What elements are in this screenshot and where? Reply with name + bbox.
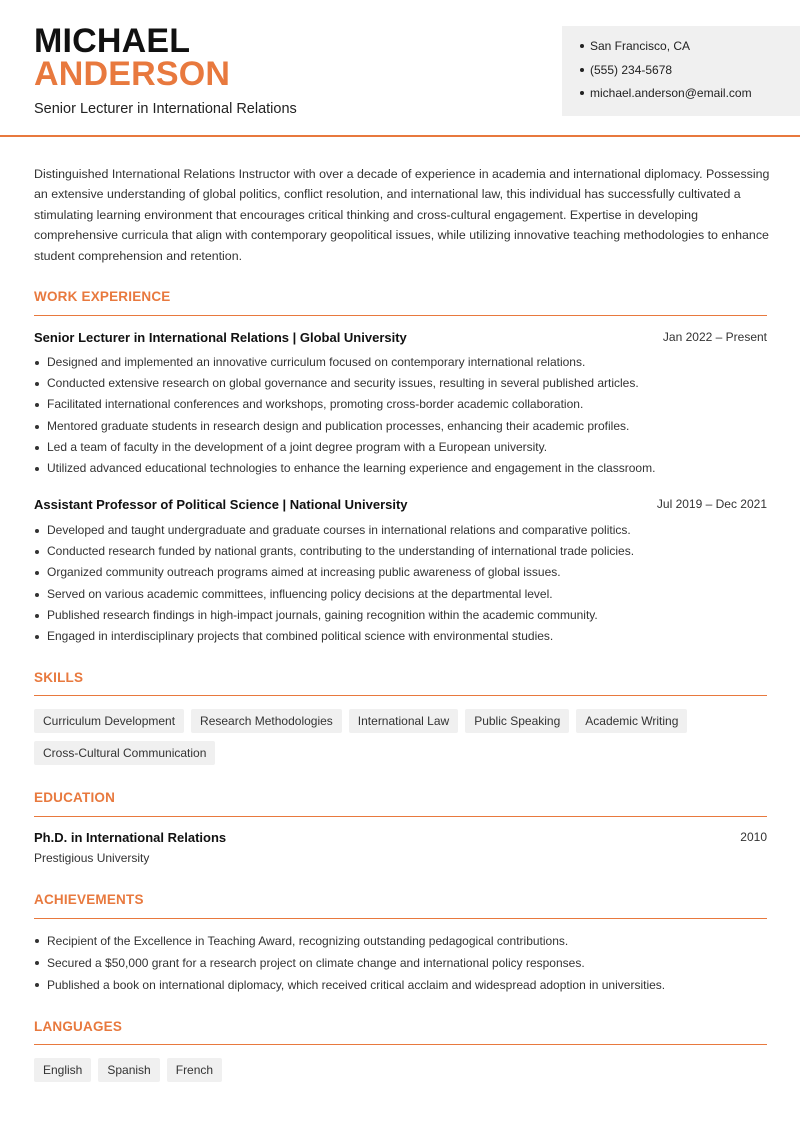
first-name: MICHAEL [34,22,191,60]
list-item: Recipient of the Excellence in Teaching Award, recognizing outstanding pedagogical contributions. [34,930,774,952]
list-item: Developed and taught undergraduate and graduate courses in international relations and comparative politics. [34,520,774,541]
section-divider [34,816,767,817]
school-name: Prestigious University [34,851,150,865]
list-item: Mentored graduate students in research design and publication processes, enhancing their academic profiles. [34,416,774,437]
contact-phone: (555) 234-5678 [580,62,800,86]
skill-tag: Public Speaking [465,709,569,733]
language-tag: Spanish [98,1058,159,1082]
job-role: Assistant Professor of Political Science | National University [34,497,408,512]
job-header [34,330,767,348]
achievements-list [34,930,774,996]
contact-email: michael.anderson@email.com [580,85,800,109]
list-item: Organized community outreach programs aimed at increasing public awareness of global issues. [34,562,774,583]
contact-box [562,26,800,116]
list-item: Served on various academic committees, influencing policy decisions at the departmental level. [34,584,774,605]
job-dates: Jul 2019 – Dec 2021 [656,497,767,511]
skill-tag: Academic Writing [576,709,687,733]
list-item: Facilitated international conferences and workshops, promoting cross-border academic collaboration. [34,394,774,415]
professional-summary: Distinguished International Relations Instructor with over a decade of experience in academia and international diplomacy. Possessing an extensive understanding of global politics, conflict resolution, and international law, this individual has successfully cultivated a stimulating learning environment that encourages critical thinking and cross-cultural engagement. Expertise in developing comprehensive curricula that align with contemporary geopolitical issues, while utilizing innovative teaching methodologies to enhance student comprehension and retention. [34,167,770,263]
job-title: Senior Lecturer in International Relations [34,101,297,117]
list-item: Conducted extensive research on global governance and security issues, resulting in several published articles. [34,373,774,394]
language-tag: French [167,1058,222,1082]
languages-list [34,1058,774,1082]
section-title-skills: SKILLS [34,670,84,685]
last-name: ANDERSON [34,55,231,93]
section-divider [34,695,767,696]
resume-header [0,0,800,137]
job-header [34,497,767,515]
list-item: Led a team of faculty in the development of a joint degree program with a European university. [34,437,774,458]
section-title-achievements: ACHIEVEMENTS [34,892,144,907]
list-item: Engaged in interdisciplinary projects that combined political science with environmental studies. [34,626,774,647]
list-item: Utilized advanced educational technologies to enhance the learning experience and engagement in the classroom. [34,458,774,479]
skill-tag: Research Methodologies [191,709,342,733]
skill-tag: Cross-Cultural Communication [34,741,215,765]
job-bullets [34,352,774,479]
list-item: Secured a $50,000 grant for a research project on climate change and international policy responses. [34,952,774,974]
section-title-work: WORK EXPERIENCE [34,289,171,304]
language-tag: English [34,1058,91,1082]
job-bullets [34,520,774,647]
list-item: Published a book on international diplomacy, which received critical acclaim and widespread adoption in universities. [34,974,774,996]
list-item: Designed and implemented an innovative curriculum focused on contemporary international relations. [34,352,774,373]
contact-location: San Francisco, CA [580,38,800,62]
job-dates: Jan 2022 – Present [662,330,767,344]
skills-list [34,709,774,765]
list-item: Published research findings in high-impact journals, gaining recognition within the academic community. [34,605,774,626]
section-divider [34,918,767,919]
section-divider [34,1044,767,1045]
skill-tag: International Law [349,709,458,733]
section-title-languages: LANGUAGES [34,1019,123,1034]
education-header [34,830,767,848]
degree: Ph.D. in International Relations [34,830,227,845]
job-role: Senior Lecturer in International Relations | Global University [34,330,407,345]
section-title-education: EDUCATION [34,790,116,805]
section-divider [34,315,767,316]
skill-tag: Curriculum Development [34,709,184,733]
graduation-year: 2010 [740,830,767,844]
list-item: Conducted research funded by national grants, contributing to the understanding of international trade policies. [34,541,774,562]
